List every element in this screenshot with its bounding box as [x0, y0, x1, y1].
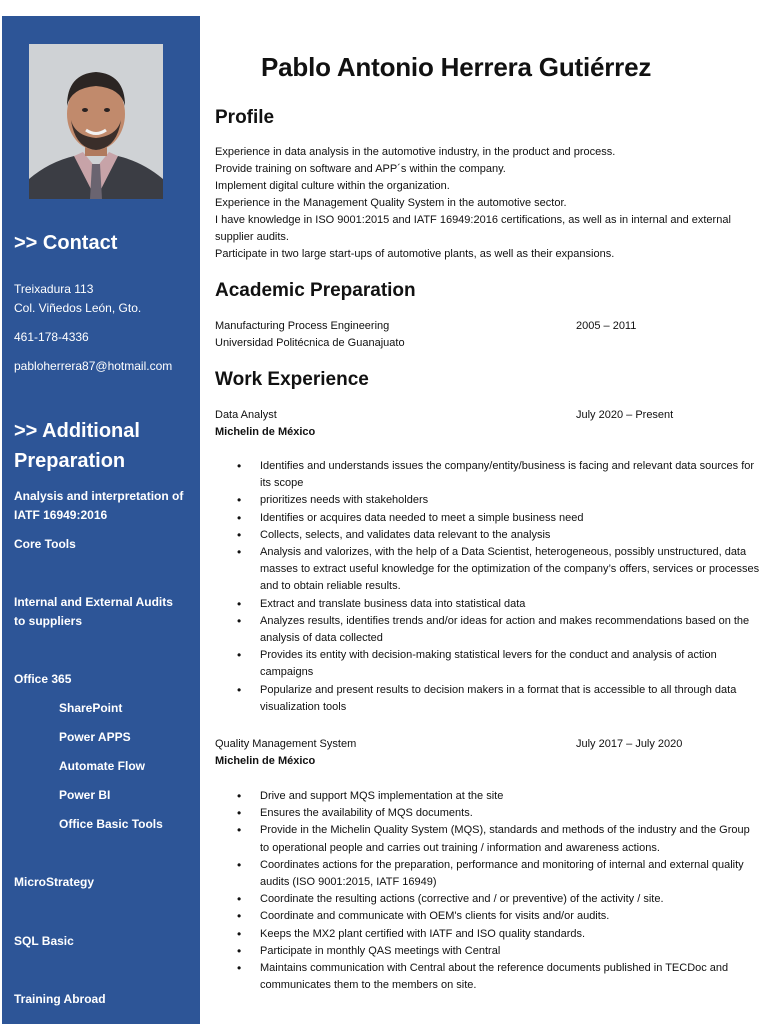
- academic-years: 2005 – 2011: [576, 320, 637, 332]
- profile-line: I have knowledge in ISO 9001:2015 and IATF 16949:2016 certifications, as well as in internal and external supplier audits.: [215, 214, 731, 243]
- list-item: • Provides its entity with decision-making statistical levers for the conduct and analysis of action campaigns: [215, 647, 760, 681]
- job2-company: Michelin de México: [215, 755, 316, 767]
- list-item: • Identifies and understands issues the company/entity/business is facing and relevant data sources for its scope: [215, 458, 760, 492]
- skill-microstrategy: MicroStrategy: [14, 875, 95, 889]
- skill-power-apps: Power APPS: [59, 730, 131, 744]
- skill-automate-flow: Automate Flow: [59, 759, 145, 773]
- list-item: • Popularize and present results to decision makers in a format that is accessible to all through data visualization tools: [215, 682, 760, 716]
- profile-line: Experience in the Management Quality System in the automotive sector.: [215, 197, 567, 209]
- list-item: • Participate in monthly QAS meetings with Central: [215, 943, 760, 960]
- profile-heading: Profile: [215, 107, 275, 128]
- job1-role: Data Analyst: [215, 409, 277, 421]
- contact-heading: >> Contact: [14, 232, 118, 254]
- list-item: • Analyzes results, identifies trends and/or ideas for action and makes recommendations based on the analysis of data collected: [215, 613, 760, 647]
- skill-power-bi: Power BI: [59, 788, 111, 802]
- list-item: • Keeps the MX2 plant certified with IATF and ISO quality standards.: [215, 926, 760, 943]
- skill-audits-line-2: to suppliers: [14, 614, 83, 628]
- profile-line: Implement digital culture within the organization.: [215, 180, 450, 192]
- profile-photo: [29, 44, 163, 199]
- academic-school: Universidad Politécnica de Guanajuato: [215, 337, 405, 349]
- list-item: • Collects, selects, and validates data relevant to the analysis: [215, 527, 760, 544]
- job1-responsibilities: [215, 458, 760, 716]
- list-item: • Extract and translate business data into statistical data: [215, 596, 760, 613]
- skill-training-abroad: Training Abroad: [14, 992, 106, 1006]
- address-line-2: Col. Viñedos León, Gto.: [14, 301, 142, 315]
- additional-heading-line-2: Preparation: [14, 450, 126, 472]
- list-item: • prioritizes needs with stakeholders: [215, 492, 760, 509]
- work-heading: Work Experience: [215, 369, 369, 390]
- person-name: Pablo Antonio Herrera Gutiérrez: [261, 52, 652, 82]
- skill-iatf-line-2: IATF 16949:2016: [14, 508, 108, 522]
- profile-line: Participate in two large start-ups of automotive plants, as well as their expansions.: [215, 248, 615, 260]
- email-link[interactable]: pabloherrera87@hotmail.com: [14, 359, 173, 373]
- skill-core-tools: Core Tools: [14, 537, 76, 551]
- list-item: • Maintains communication with Central about the reference documents published in TECDoc and communicates them to the members on site.: [215, 960, 760, 994]
- skill-iatf-line-1: Analysis and interpretation of: [14, 489, 184, 503]
- list-item: • Provide in the Michelin Quality System (MQS), standards and methods of the industry and the Group to operational people and carries out training / information and awareness actions.: [215, 822, 760, 856]
- profile-line: Provide training on software and APP´s within the company.: [215, 163, 506, 175]
- job2-dates: July 2017 – July 2020: [576, 738, 683, 750]
- list-item: • Drive and support MQS implementation at the site: [215, 788, 760, 805]
- person-portrait-icon: [29, 44, 163, 199]
- address-line-1: Treixadura 113: [14, 282, 94, 296]
- job2-role: Quality Management System: [215, 738, 357, 750]
- list-item: • Coordinate and communicate with OEM's clients for visits and/or audits.: [215, 908, 760, 925]
- list-item: • Coordinates actions for the preparation, performance and monitoring of internal and external quality audits (ISO 9001:2015, IATF 16949): [215, 857, 760, 891]
- list-item: • Analysis and valorizes, with the help of a Data Scientist, heterogeneous, possibly unstructured, data masses to extract useful knowledge for the optimization of the company’s offers, services or processes and to obtain reliable results.: [215, 544, 760, 596]
- list-item: • Ensures the availability of MQS documents.: [215, 805, 760, 822]
- sidebar: [2, 16, 200, 1024]
- job2-responsibilities: [215, 788, 760, 994]
- skill-audits-line-1: Internal and External Audits: [14, 595, 173, 609]
- profile-line: Experience in data analysis in the automotive industry, in the product and process.: [215, 146, 616, 158]
- profile-text: [215, 144, 760, 263]
- phone-number: 461-178-4336: [14, 330, 89, 344]
- skill-sharepoint: SharePoint: [59, 701, 123, 715]
- job1-dates: July 2020 – Present: [576, 409, 674, 421]
- skill-office-365: Office 365: [14, 672, 72, 686]
- job1-company: Michelin de México: [215, 426, 316, 438]
- list-item: • Coordinate the resulting actions (corrective and / or preventive) of the activity / site.: [215, 891, 760, 908]
- academic-degree: Manufacturing Process Engineering: [215, 320, 390, 332]
- additional-heading-line-1: >> Additional: [14, 420, 140, 442]
- skill-sql-basic: SQL Basic: [14, 934, 74, 948]
- skill-office-basic-tools: Office Basic Tools: [59, 817, 163, 831]
- academic-heading: Academic Preparation: [215, 280, 416, 301]
- list-item: • Identifies or acquires data needed to meet a simple business need: [215, 510, 760, 527]
